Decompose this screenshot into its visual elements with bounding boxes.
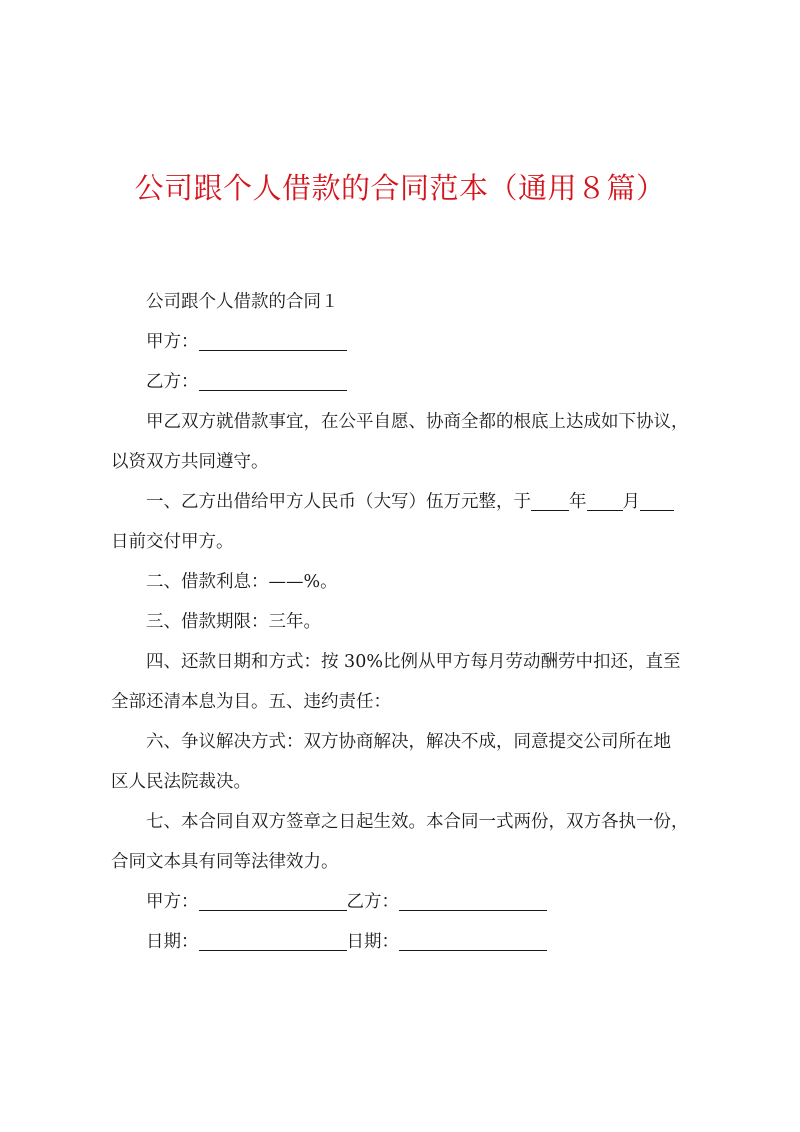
date-a-blank: [199, 930, 347, 951]
contract-heading: [111, 282, 703, 322]
intro-line-2: 以资双方共同遵守。: [111, 452, 269, 472]
party-a-blank: [199, 330, 347, 351]
clause-2: 二、借款利息：——%。: [146, 572, 338, 592]
clause-4-line-1: 四、还款日期和方式：按 30%比例从甲方每月劳动酬劳中扣还，直至: [146, 652, 681, 672]
party-b-line: [111, 362, 703, 402]
clause-4-line-2: 全部还清本息为目。五、违约责任：: [111, 692, 391, 712]
intro-line-1: 甲乙双方就借款事宜，在公平自愿、协商全都的根底上达成如下协议，: [146, 412, 689, 432]
clause-1-line-1: [111, 482, 703, 522]
clause-7-line-1: 七、本合同自双方签章之日起生效。本合同一式两份，双方各执一份，: [146, 812, 689, 832]
clause-1-line-2: 日前交付甲方。: [111, 532, 234, 552]
clause-6-line-1: 六、争议解决方式：双方协商解决，解决不成，同意提交公司所在地: [146, 732, 671, 752]
party-a-label: 甲方：: [146, 332, 199, 352]
document-title: 公司跟个人借款的合同范本（通用８篇）: [134, 171, 666, 205]
date-a-label: 日期：: [146, 932, 199, 952]
party-b-blank: [199, 370, 347, 391]
date-b-label: 日期：: [346, 932, 399, 952]
party-b-label: 乙方：: [146, 372, 199, 392]
sign-b-label: 乙方：: [346, 892, 399, 912]
date-line: [111, 922, 703, 962]
clause-1-month: 月: [622, 492, 640, 512]
year-blank: [531, 490, 569, 511]
contract-heading-text: 公司跟个人借款的合同１: [146, 292, 339, 312]
signature-line: [111, 882, 703, 922]
day-blank: [640, 490, 674, 511]
document-body: [111, 282, 703, 962]
clause-1-text: 一、乙方出借给甲方人民币（大写）伍万元整，于: [146, 492, 531, 512]
sign-a-label: 甲方：: [146, 892, 199, 912]
clause-6-line-2: 区人民法院裁决。: [111, 772, 251, 792]
party-a-line: [111, 322, 703, 362]
sign-a-blank: [199, 890, 347, 911]
date-b-blank: [399, 930, 547, 951]
month-blank: [587, 490, 623, 511]
sign-b-blank: [399, 890, 547, 911]
clause-7-line-2: 合同文本具有同等法律效力。: [111, 852, 339, 872]
clause-1-year: 年: [569, 492, 587, 512]
clause-3: 三、借款期限：三年。: [146, 612, 321, 632]
